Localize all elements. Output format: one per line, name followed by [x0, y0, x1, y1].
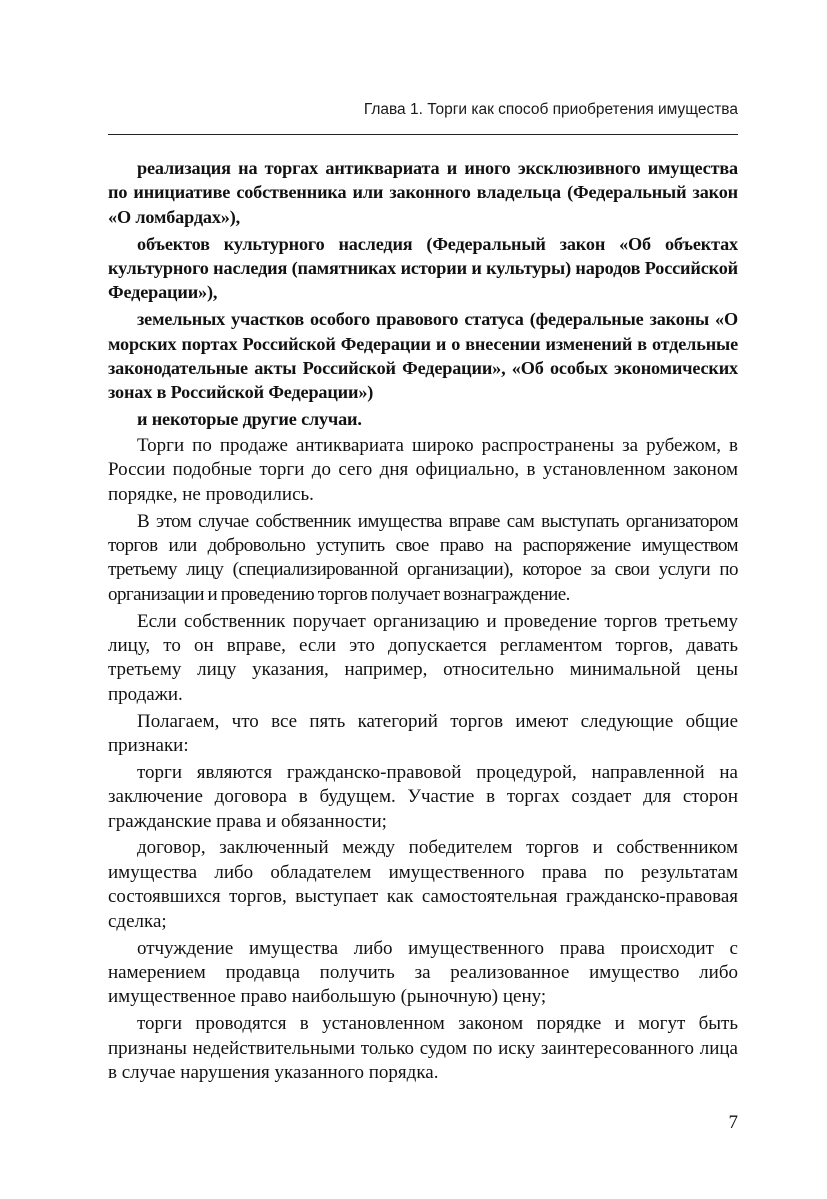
page-number: 7: [728, 1112, 738, 1133]
paragraph-cultural-heritage-bold: объектов культурного наследия (Федеральный закон «Об объектах культурного наследия (памятниках истории и культуры) народов Российской Федерации»),: [108, 233, 738, 303]
paragraph-other-cases-bold: и некоторые другие случаи.: [137, 409, 362, 430]
paragraph-feature-invalidity: торги проводятся в установленном законом порядке и могут быть признаны недействительными только судом по иску заинтересованного лица в случае нарушения указанного порядка.: [108, 1013, 738, 1083]
paragraph-owner-organizer: В этом случае собственник имущества вправе сам выступать организатором торгов или добровольно уступить свое право на распоряжение имуществом третьему лицу (специализированной организации), которое за свои услуги по организации и проведению торгов получает вознаграждение.: [108, 510, 738, 605]
paragraph-feature-procedure: торги являются гражданско-правовой процедурой, направленной на заключение договора в будущем. Участие в торгах создает для сторон гражданские права и обязанности;: [108, 761, 738, 832]
paragraph-antiques-bold: реализация на торгах антиквариата и иного эксклюзивного имущества по инициативе собственника или законного владельца (Федеральный закон «О ломбардах»),: [108, 158, 738, 227]
paragraph-land-plots-bold: земельных участков особого правового статуса (федеральные законы «О морских портах Российской Федерации и о внесении изменений в отдельные законодательные акты Российской Федерации», «Об особых экономических зонах в Российской Федерации»): [108, 309, 738, 403]
paragraph-third-party: Если собственник поручает организацию и проведение торгов третьему лицу, то он вправе, если это допускается регламентом торгов, давать третьему лицу указания, например, относительно минимальной цены продажи.: [108, 610, 738, 705]
paragraph-feature-price: отчуждение имущества либо имущественного права происходит с намерением продавца получить за реализованное имущество либо имущественное право наибольшую (рыночную) цену;: [108, 937, 738, 1008]
header-rule: [108, 134, 738, 135]
running-head: Глава 1. Торги как способ приобретения имущества: [363, 101, 738, 118]
paragraph-common-features: Полагаем, что все пять категорий торгов имеют следующие общие признаки:: [108, 710, 738, 757]
paragraph-feature-contract: договор, заключенный между победителем торгов и собственником имущества либо обладателем имущественного права по результатам состоявшихся торгов, выступает как самостоятельная гражданско-правовая сделка;: [108, 837, 738, 932]
body-text: [108, 156, 738, 1088]
paragraph-antique-trade: Торги по продаже антиквариата широко распространены за рубежом, в России подобные торги до сего дня официально, в установленном законом порядке, не проводились.: [108, 435, 738, 505]
